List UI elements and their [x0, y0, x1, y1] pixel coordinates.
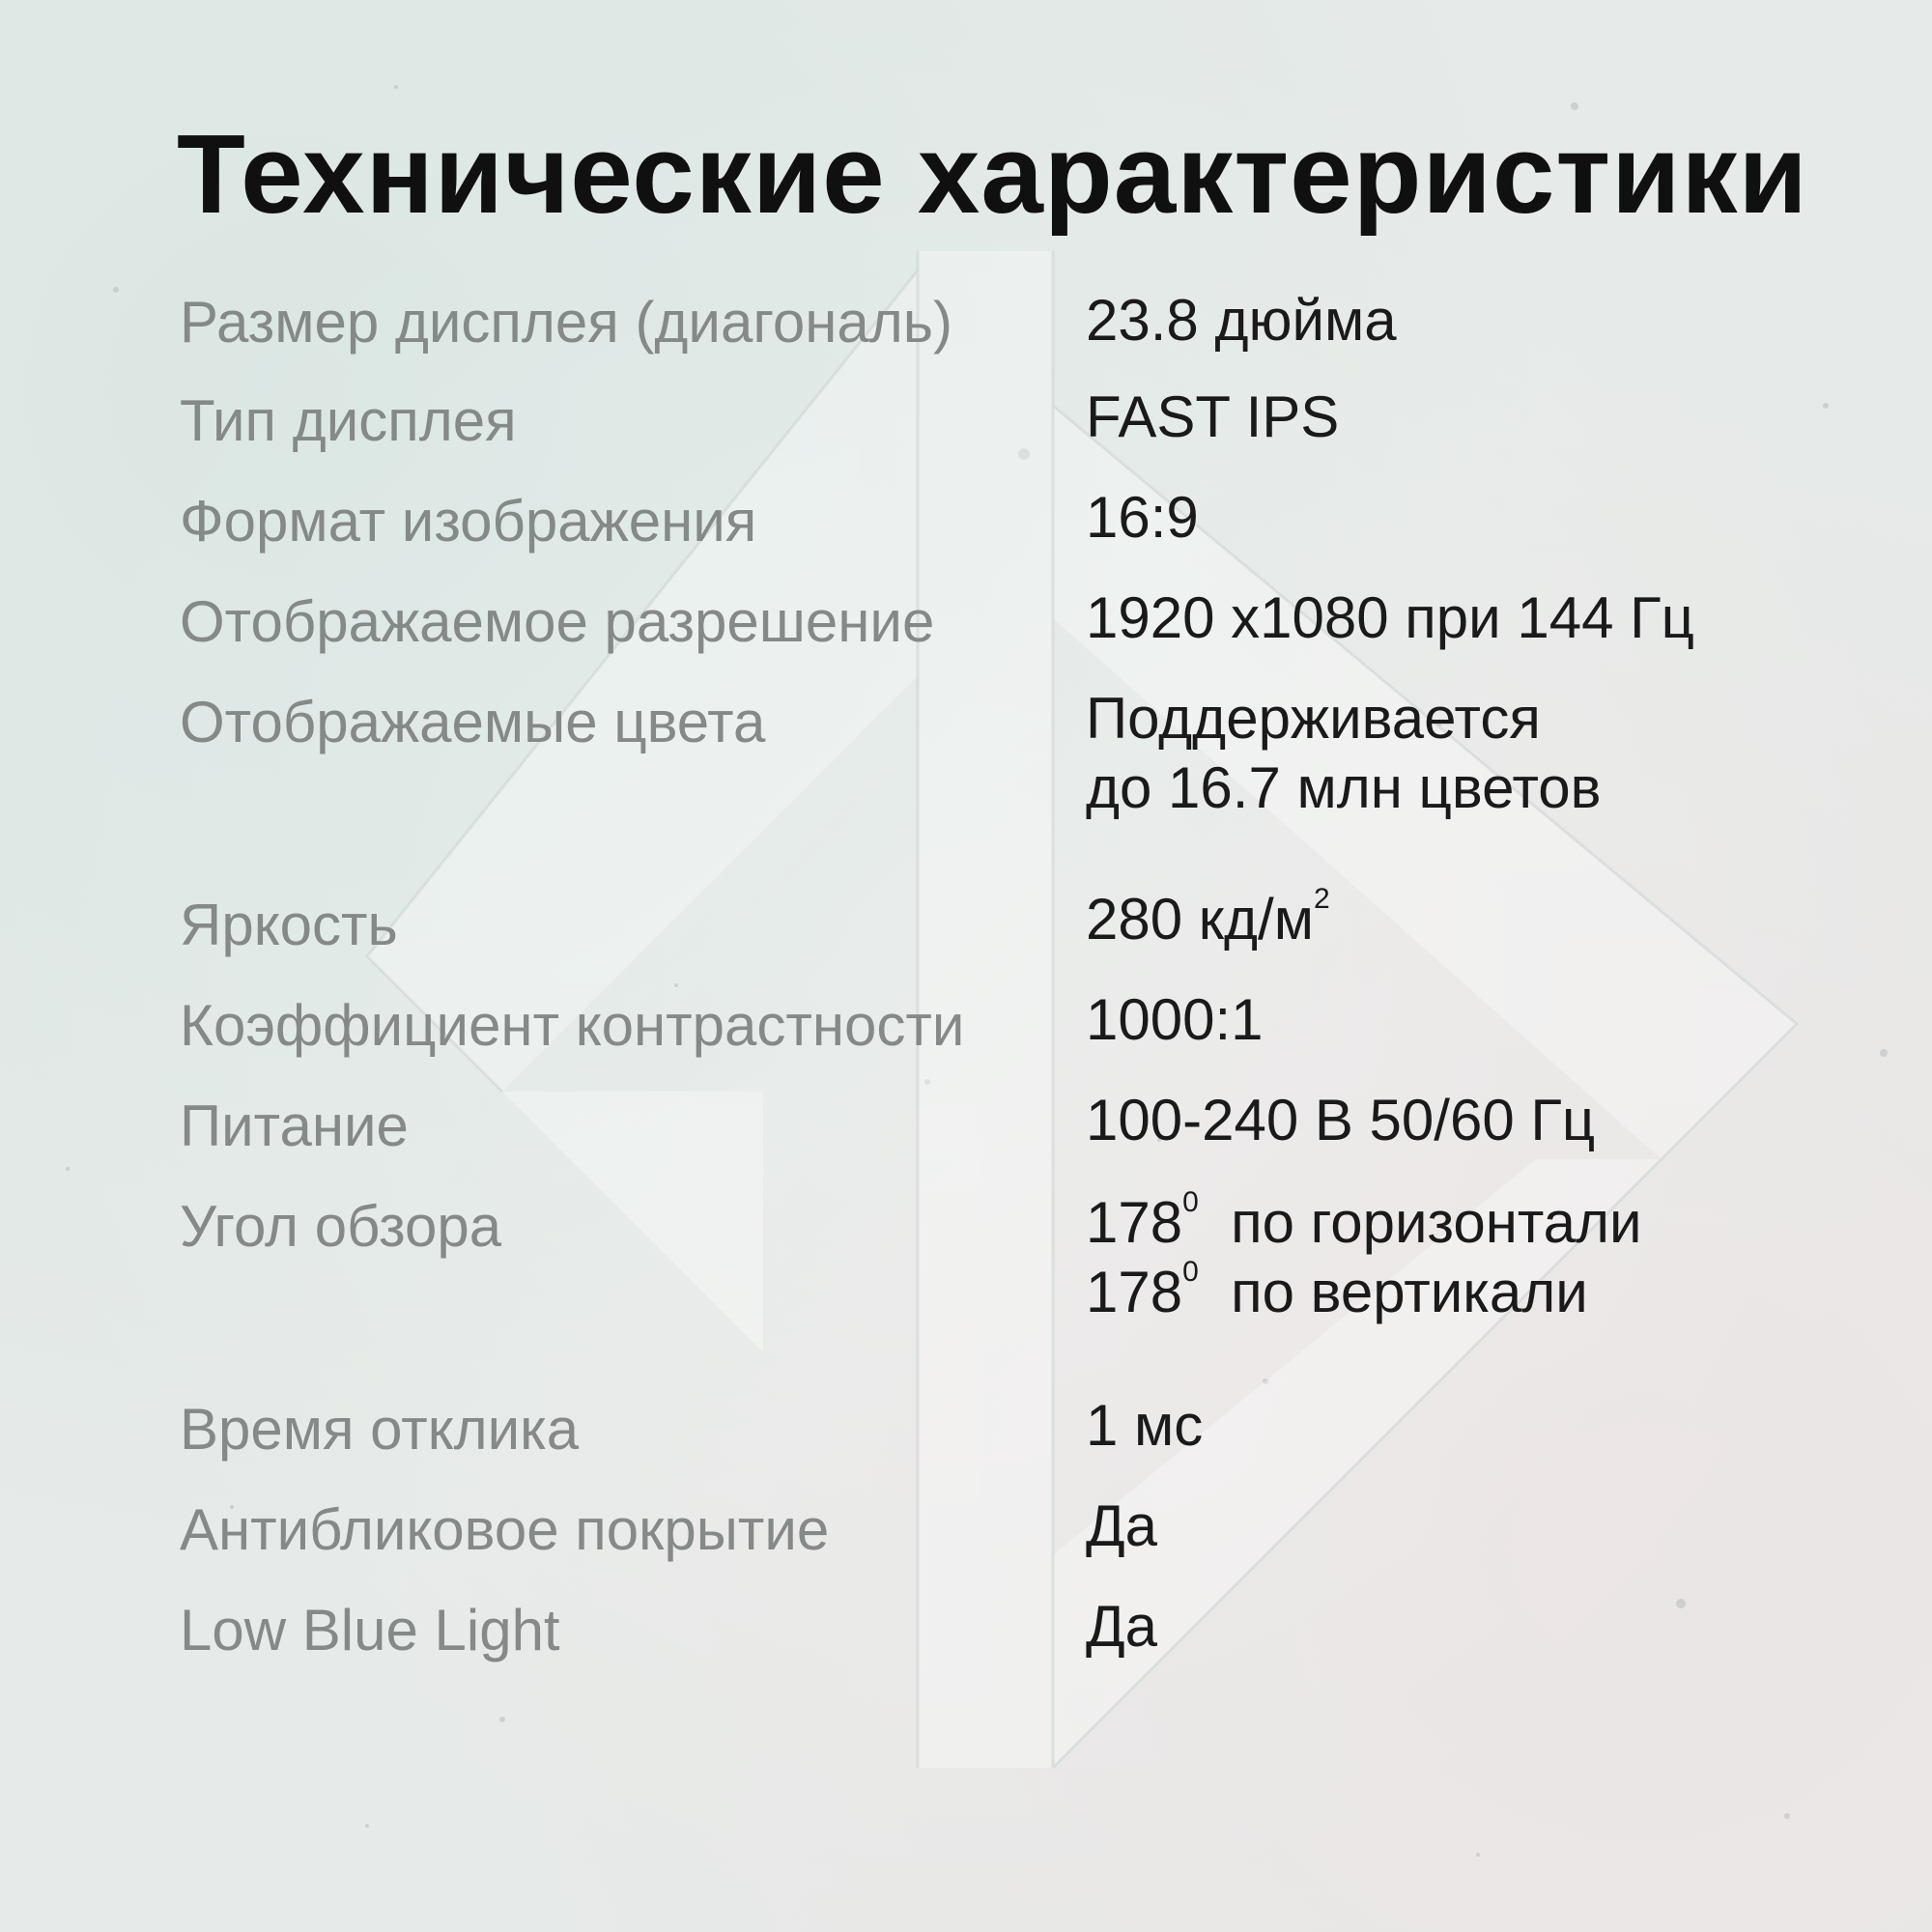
- spec-value-line: [1086, 1256, 1642, 1333]
- degree-superscript: 0: [1182, 1186, 1199, 1218]
- superscript: 2: [1313, 883, 1330, 915]
- spec-value-line: [1086, 1186, 1642, 1264]
- spec-label: Угол обзора: [180, 1194, 502, 1259]
- spec-value: 1000:1: [1086, 987, 1264, 1052]
- spec-value: FAST IPS: [1086, 384, 1340, 449]
- spec-label: Отображаемые цвета: [180, 690, 766, 754]
- spec-label: Тип дисплея: [180, 388, 517, 453]
- spec-value-text: 280 кд/м: [1086, 887, 1314, 952]
- spec-value: [1086, 883, 1330, 952]
- spec-value: 23.8 дюйма: [1086, 288, 1397, 353]
- spec-value: Да: [1086, 1493, 1158, 1558]
- spec-label: Яркость: [180, 893, 398, 957]
- angle-direction: по вертикали: [1231, 1260, 1588, 1324]
- spec-value-line: Поддерживается: [1086, 686, 1541, 751]
- spec-value: 1 мс: [1086, 1393, 1204, 1458]
- spec-value: 16:9: [1086, 485, 1199, 550]
- spec-label: Антибликовое покрытие: [180, 1497, 830, 1562]
- page-title: Технические характеристики: [177, 111, 1808, 237]
- spec-label: Размер дисплея (диагональ): [180, 290, 953, 355]
- spec-value: 1920 x1080 при 144 Гц: [1086, 585, 1694, 650]
- spec-value: [1086, 686, 1602, 829]
- spec-label: Время отклика: [180, 1397, 580, 1462]
- spec-label: Отображаемое разрешение: [180, 589, 935, 654]
- angle-number: 178: [1086, 1260, 1183, 1324]
- spec-label: Формат изображения: [180, 489, 757, 554]
- spec-value: Да: [1086, 1594, 1158, 1659]
- spec-label: Low Blue Light: [180, 1598, 560, 1662]
- spec-value: [1086, 1186, 1642, 1333]
- spec-label: Питание: [180, 1094, 409, 1158]
- degree-superscript: 0: [1182, 1256, 1199, 1288]
- spec-value-line: до 16.7 млн цветов: [1086, 755, 1602, 820]
- angle-number: 178: [1086, 1190, 1183, 1255]
- angle-direction: по горизонтали: [1231, 1190, 1642, 1255]
- spec-label: Коэффициент контрастности: [180, 993, 965, 1058]
- spec-value: 100-240 В 50/60 Гц: [1086, 1088, 1596, 1152]
